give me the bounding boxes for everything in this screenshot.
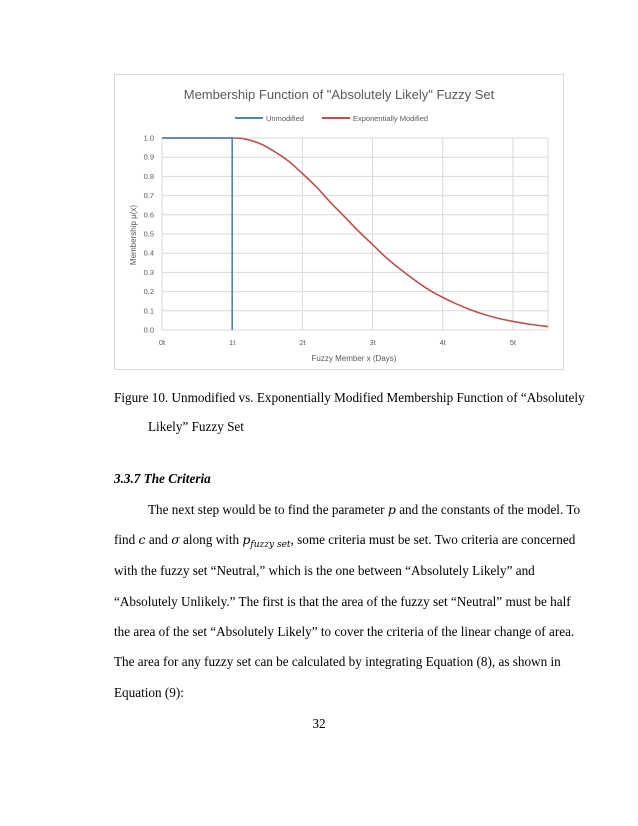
paragraph-line-6: The area for any fuzzy set can be calculated by integrating Equation (8), as shown in [114, 654, 561, 669]
page-number: 32 [312, 716, 326, 731]
text-span: , some criteria must be set. Two criteria are concerned [290, 532, 576, 547]
paragraph-line-1 [148, 501, 600, 519]
text-span: along with [179, 532, 243, 547]
y-tick-label: 0.3 [143, 267, 154, 277]
math-var-p-fuzzy: p [242, 532, 251, 547]
y-tick-label: 0.0 [143, 325, 154, 335]
y-tick-label: 0.9 [143, 152, 154, 162]
figure-caption-line-1: Figure 10. Unmodified vs. Exponentially Modified Membership Function of “Absolutely [114, 390, 585, 405]
y-tick-label: 1.0 [143, 133, 154, 143]
x-tick-label: 3t [369, 338, 376, 347]
y-tick-label: 0.8 [143, 171, 154, 181]
y-tick-label: 0.7 [143, 191, 154, 201]
text-span: and [145, 532, 172, 547]
membership-chart [115, 75, 565, 371]
y-axis-label: Membership μ(x) [129, 204, 138, 266]
paragraph-line-5: the area of the set “Absolutely Likely” to cover the criteria of the linear change of area. [114, 624, 575, 639]
y-tick-label: 0.1 [143, 306, 154, 316]
x-tick-label: 1t [229, 338, 236, 347]
chart-ticks [144, 134, 517, 348]
paragraph-line-2 [114, 531, 576, 554]
legend-label-unmodified: Unmodified [266, 114, 304, 123]
text-span: and the constants of the model. To [395, 502, 581, 517]
paragraph-line-3: with the fuzzy set “Neutral,” which is the one between “Absolutely Likely” and [114, 563, 535, 578]
x-tick-label: 4t [439, 338, 446, 347]
math-var-sigma: σ [171, 532, 180, 547]
paragraph-line-4: “Absolutely Unlikely.” The first is that the area of the fuzzy set “Neutral” must be half [114, 594, 571, 609]
y-tick-label: 0.2 [143, 287, 154, 297]
legend-label-exponential: Exponentially Modified [353, 114, 429, 123]
paragraph-line-7: Equation (9): [114, 685, 184, 700]
y-tick-label: 0.4 [143, 248, 154, 258]
section-heading: 3.3.7 The Criteria [114, 471, 211, 486]
figure-caption-line-2: Likely” Fuzzy Set [148, 419, 244, 434]
y-tick-label: 0.5 [143, 229, 154, 239]
x-axis-label: Fuzzy Member x (Days) [311, 354, 397, 363]
chart-container [114, 74, 564, 370]
y-tick-label: 0.6 [143, 210, 154, 220]
x-tick-label: 2t [299, 338, 306, 347]
chart-title: Membership Function of "Absolutely Likely" Fuzzy Set [183, 87, 495, 102]
series-line-exponential [162, 138, 548, 327]
x-tick-label: 5t [509, 338, 517, 347]
math-subscript-fuzzy-set: fuzzy set [250, 540, 291, 550]
chart-legend [235, 114, 428, 123]
math-var-p: p [387, 502, 396, 517]
text-span: find [114, 532, 139, 547]
text-span: The next step would be to find the parameter [148, 502, 388, 517]
chart-gridlines [162, 138, 548, 330]
x-tick-label: 0t [158, 338, 166, 347]
math-var-c: c [138, 532, 146, 547]
